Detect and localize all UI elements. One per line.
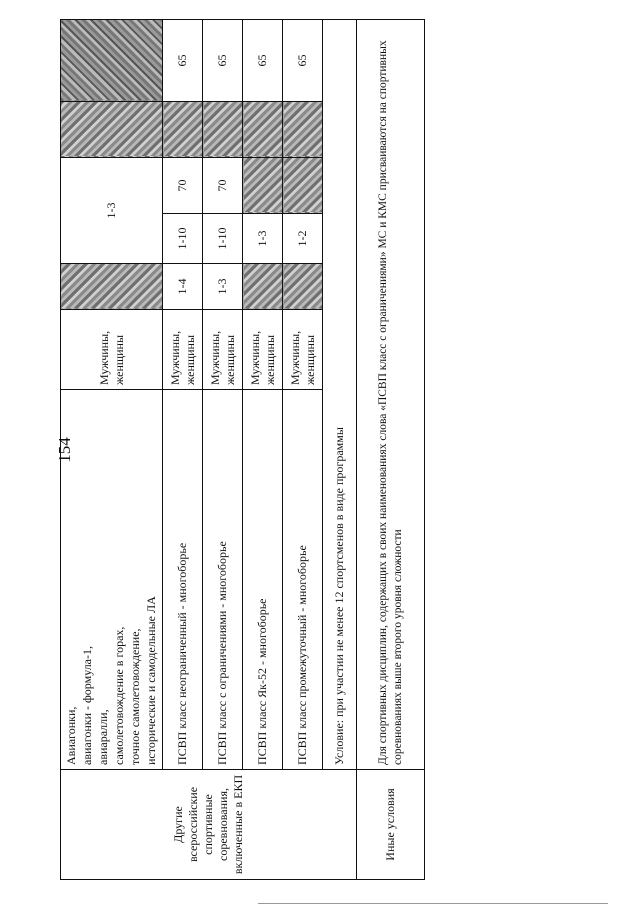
- shaded-cell: [243, 158, 283, 214]
- table-row: [203, 20, 243, 880]
- shaded-cell: [163, 102, 203, 158]
- section-label-conditions: Иные условия: [357, 770, 425, 880]
- shaded-cell: [61, 102, 163, 158]
- discipline-cell: ПСВП класс неограниченный - многоборье: [163, 390, 203, 770]
- shaded-cell: [243, 264, 283, 310]
- shaded-cell: [283, 264, 323, 310]
- places-cell: 1-2: [283, 214, 323, 264]
- discipline-cell: ПСВП класс Як-52 - многоборье: [243, 390, 283, 770]
- gender-cell: Мужчины, женщины: [243, 310, 283, 390]
- places-cell: 1-3: [61, 158, 163, 264]
- page-divider: [258, 903, 608, 904]
- gender-cell: Мужчины, женщины: [203, 310, 243, 390]
- discipline-cell: ПСВП класс промежуточный - многоборье: [283, 390, 323, 770]
- value-cell: 70: [203, 158, 243, 214]
- gender-cell: Мужчины, женщины: [283, 310, 323, 390]
- places-cell: 1-10: [203, 214, 243, 264]
- table-row: [61, 20, 163, 880]
- norms-table: [60, 19, 425, 880]
- section-label-other: Другие всероссийские спортивные соревнования, включенные в ЕКП: [61, 770, 357, 880]
- table-row: [357, 20, 425, 880]
- shaded-cell: [243, 102, 283, 158]
- shaded-cell: [61, 20, 163, 102]
- shaded-cell: [283, 102, 323, 158]
- discipline-list: Авиагонки, авиагонки - формула-1, авиаралли, самолетовождение в горах, точное самолетовождение, исторические и самодельные ЛА: [61, 390, 163, 770]
- value-cell: 70: [163, 158, 203, 214]
- places-cell: 1-3: [243, 214, 283, 264]
- value-cell: 65: [203, 20, 243, 102]
- shaded-cell: [283, 158, 323, 214]
- gender-cell: Мужчины, женщины: [61, 310, 163, 390]
- discipline-cell: ПСВП класс с ограничениями - многоборье: [203, 390, 243, 770]
- table-row: [243, 20, 283, 880]
- places-cell: 1-4: [163, 264, 203, 310]
- condition-cell: Условие: при участии не менее 12 спортсменов в виде программы: [323, 20, 357, 770]
- value-cell: 65: [283, 20, 323, 102]
- gender-cell: Мужчины, женщины: [163, 310, 203, 390]
- page-number: 154: [55, 437, 74, 463]
- table-row: [283, 20, 323, 880]
- table-row: [163, 20, 203, 880]
- value-cell: 65: [163, 20, 203, 102]
- value-cell: 65: [243, 20, 283, 102]
- places-cell: 1-10: [163, 214, 203, 264]
- other-conditions-text: Для спортивных дисциплин, содержащих в своих наименованиях слова «ПСВП класс с ограничениями» МС и КМС присваиваются на спортивных соревнованиях выше второго уровня сложности: [357, 20, 425, 770]
- rotated-table-wrapper: [60, 20, 404, 880]
- shaded-cell: [61, 264, 163, 310]
- shaded-cell: [203, 102, 243, 158]
- places-cell: 1-3: [203, 264, 243, 310]
- table-row: [323, 20, 357, 880]
